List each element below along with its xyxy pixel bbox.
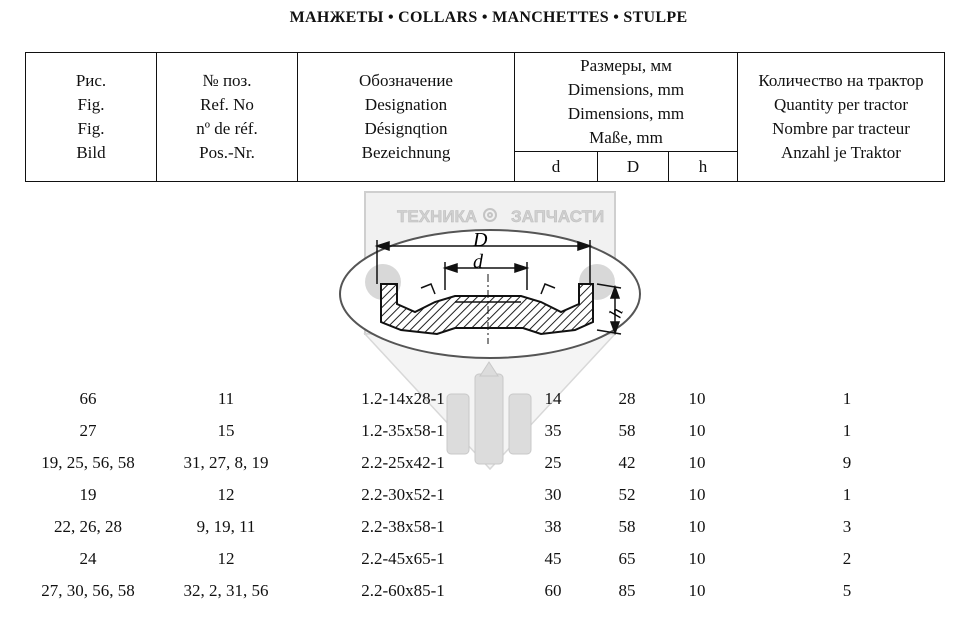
col-fig-header-line: Рис. [75,71,107,90]
page-title: МАНЖЕТЫ • COLLARS • MANCHETTES • STULPE [289,9,688,26]
cell-D: 42 [618,453,636,472]
col-ref-header-line: nº de réf. [196,119,258,138]
col-dimensions-header-line: Dimensions, mm [567,104,685,123]
cell-fig: 24 [79,549,97,568]
cell-fig: 19 [79,485,97,504]
col-dimensions-header-line: Размеры, мм [580,56,672,75]
label-D: D [473,229,488,251]
cell-designation: 2.2-45x65-1 [361,549,445,568]
watermark-text-left: ТЕХНИКА [397,207,478,226]
cell-ref: 31, 27, 8, 19 [183,453,269,472]
cell-designation: 2.2-25x42-1 [361,453,445,472]
col-quantity-header-line: Количество на трактор [758,71,924,90]
col-D-header: D [598,152,669,182]
col-fig-header-line: Bild [76,143,106,162]
cell-D: 52 [618,485,636,504]
col-quantity-header-line: Quantity per tractor [773,95,909,114]
cell-designation: 2.2-60x85-1 [361,581,445,600]
cell-h: 10 [688,421,706,440]
col-fig-header-line: Fig. [77,95,105,114]
cell-d: 25 [544,453,562,472]
label-d: d [473,251,483,273]
cell-designation: 1.2-14x28-1 [361,389,445,408]
col-dimensions-header-line: Maße, mm [589,128,663,147]
cell-designation: 1.2-35x58-1 [361,421,445,440]
table-row [0,451,977,475]
cell-qty: 9 [842,453,852,472]
cell-h: 10 [688,517,706,536]
cell-D: 65 [618,549,636,568]
cell-d: 60 [544,581,562,600]
cell-D: 58 [618,517,636,536]
cell-D: 58 [618,421,636,440]
cell-fig: 19, 25, 56, 58 [41,453,135,472]
cell-h: 10 [688,485,706,504]
col-quantity-header-line: Anzahl je Traktor [781,143,901,162]
label-h: h [604,305,627,321]
cell-h: 10 [688,453,706,472]
col-designation-header-line: Обозначение [359,71,453,90]
table-row [0,579,977,603]
col-ref-header-line: Pos.-Nr. [199,143,255,162]
cell-h: 10 [688,581,706,600]
col-designation-header-line: Bezeichnung [361,143,451,162]
cell-d: 45 [544,549,562,568]
col-fig-header-line: Fig. [77,119,105,138]
cell-designation: 2.2-38x58-1 [361,517,445,536]
cell-qty: 1 [842,485,852,504]
table-row [0,419,977,443]
col-ref-header-line: № поз. [202,71,252,90]
cell-ref: 12 [217,549,235,568]
col-h-header: h [669,152,738,182]
cell-qty: 1 [842,421,852,440]
cell-D: 28 [618,389,636,408]
cell-fig: 27, 30, 56, 58 [41,581,135,600]
cell-fig: 22, 26, 28 [54,517,122,536]
col-designation-header-line: Designation [364,95,448,114]
table-row [0,387,977,411]
col-ref-header-line: Ref. No [200,95,254,114]
cell-ref: 15 [217,421,235,440]
cell-qty: 3 [842,517,852,536]
cell-d: 35 [544,421,562,440]
cell-ref: 32, 2, 31, 56 [183,581,269,600]
table-row [0,483,977,507]
table-row [0,547,977,571]
cell-ref: 11 [217,389,235,408]
col-dimensions-header-line: Dimensions, mm [567,80,685,99]
cell-qty: 5 [842,581,852,600]
cell-h: 10 [688,389,706,408]
col-designation-header-line: Désignqtion [364,119,448,138]
cell-d: 30 [544,485,562,504]
cell-ref: 9, 19, 11 [196,517,256,536]
cell-qty: 2 [842,549,852,568]
cell-d: 38 [544,517,562,536]
watermark-text-right: ЗАПЧАСТИ [511,207,605,226]
cell-fig: 66 [79,389,97,408]
cell-h: 10 [688,549,706,568]
cell-fig: 27 [79,421,97,440]
col-quantity-header-line: Nombre par tracteur [772,119,910,138]
table-row [0,515,977,539]
cell-ref: 12 [217,485,235,504]
col-d-header: d [515,152,598,182]
cell-qty: 1 [842,389,852,408]
cell-D: 85 [618,581,636,600]
cell-designation: 2.2-30x52-1 [361,485,445,504]
cell-d: 14 [544,389,562,408]
